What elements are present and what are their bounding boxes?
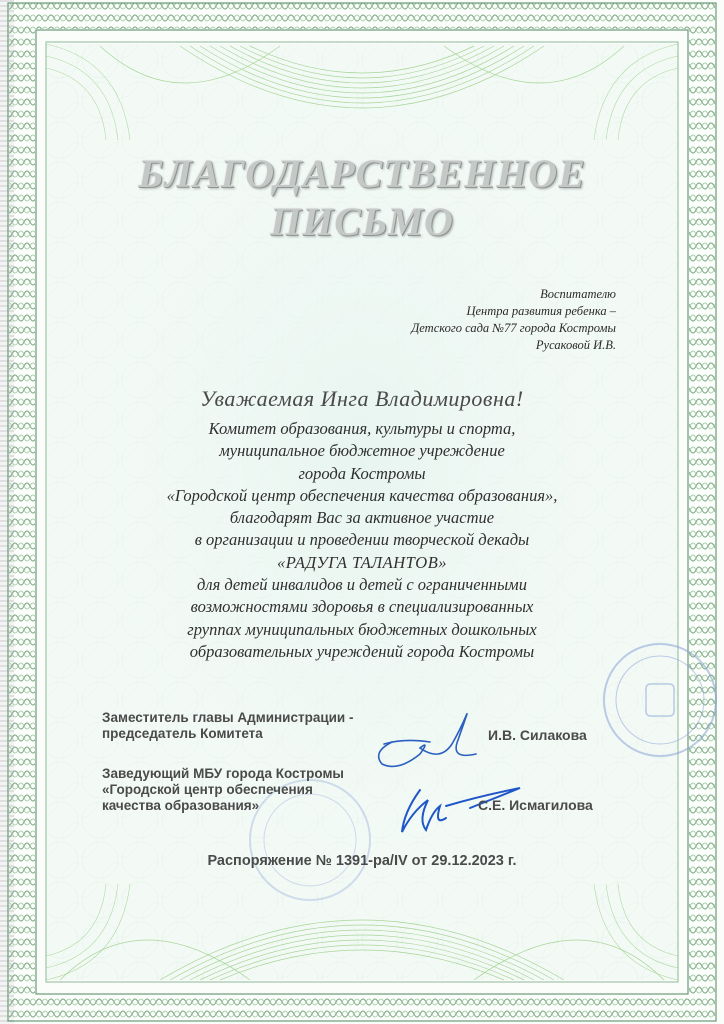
signer-2-title-line: «Городской центр обеспечения <box>102 782 313 797</box>
addressee-line: Воспитателю <box>540 287 616 301</box>
body-line: для детей инвалидов и детей с ограниченными <box>197 575 527 595</box>
body-line: «Городской центр обеспечения качества образования», <box>166 485 558 505</box>
addressee-line: Русаковой И.В. <box>535 338 616 352</box>
addressee-block <box>411 286 616 354</box>
greeting: Уважаемая Инга Владимировна! <box>200 386 524 411</box>
signer-1-title <box>102 710 353 742</box>
event-name: «РАДУГА ТАЛАНТОВ» <box>276 552 448 572</box>
order-reference: Распоряжение № 1391-ра/IV от 29.12.2023 г. <box>207 853 517 869</box>
body-line: города Костромы <box>298 463 426 483</box>
signer-1-title-line: Заместитель главы Администрации - <box>102 710 354 725</box>
body-line: возможностями здоровья в специализированных <box>190 597 534 617</box>
signer-2-name: С.Е. Исмагилова <box>478 797 593 813</box>
signer-2-title <box>102 766 344 814</box>
signer-1-name: И.В. Силакова <box>488 727 587 743</box>
body-line: образовательных учреждений города Костромы <box>189 641 535 661</box>
addressee-line: Детского сада №77 города Костромы <box>411 321 616 335</box>
body-text <box>110 418 614 663</box>
body-line: муниципальное бюджетное учреждение <box>219 441 505 461</box>
body-line: группах муниципальных бюджетных дошкольных <box>187 619 537 639</box>
signer-2-title-line: Заведующий МБУ города Костромы <box>102 766 344 781</box>
body-line: Комитет образования, культуры и спорта, <box>208 419 516 438</box>
signer-2-title-line: качества образования» <box>102 798 260 813</box>
addressee-line: Центра развития ребенка – <box>466 304 616 318</box>
document-title-line-2: ПИСЬМО <box>270 199 454 244</box>
body-line: в организации и проведении творческой декады <box>194 530 530 550</box>
document-title: БЛАГОДАРСТВЕННОЕ <box>138 151 586 196</box>
body-line: благодарят Вас за активное участие <box>229 508 495 528</box>
signer-1-title-line: председатель Комитета <box>102 726 263 741</box>
